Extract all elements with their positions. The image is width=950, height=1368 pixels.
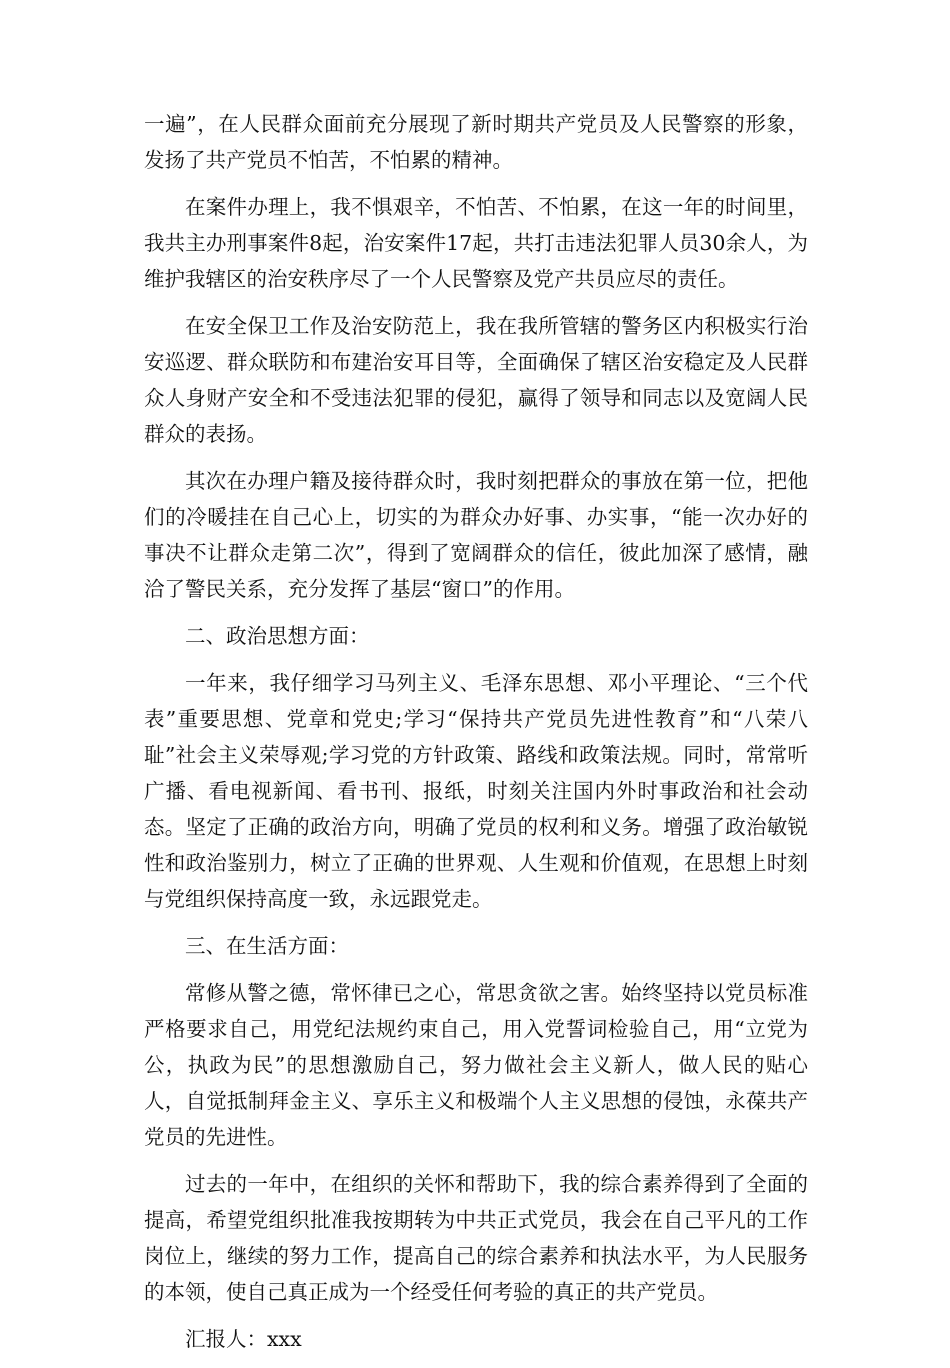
paragraph-life-conduct: 常修从警之德，常怀律已之心，常思贪欲之害。始终坚持以党员标准严格要求自己，用党纪法规约束自己，用入党誓词检验自己，用“立党为公，执政为民”的思想激励自己，努力做社会主义新人，做人民的贴心人，自觉抵制拜金主义、享乐主义和极端个人主义思想的侵蚀，永葆共产党员的先进性。 — [144, 981, 808, 1149]
paragraph-continuation: 一遍”，在人民群众面前充分展现了新时期共产党员及人民警察的形象，发扬了共产党员不怕苦，不怕累的精神。 — [144, 112, 808, 172]
paragraph-household-registration: 其次在办理户籍及接待群众时，我时刻把群众的事放在第一位，把他们的冷暖挂在自己心上，切实的为群众办好事、办实事，“能一次办好的事决不让群众走第二次”，得到了宽阔群众的信任，彼此加深了感情，融洽了警民关系，充分发挥了基层“窗口”的作用。 — [144, 469, 808, 601]
document-body — [144, 106, 808, 1368]
paragraph-political-study: 一年来，我仔细学习马列主义、毛泽东思想、邓小平理论、“三个代表”重要思想、党章和党史;学习“保持共产党员先进性教育”和“八荣八耻”社会主义荣辱观;学习党的方针政策、路线和政策法规。同时，常常听广播、看电视新闻、看书刊、报纸，时刻关注国内外时事政治和社会动态。坚定了正确的政治方向，明确了党员的权利和义务。增强了政治敏锐性和政治鉴别力，树立了正确的世界观、人生观和价值观，在思想上时刻与党组织保持高度一致，永远跟党走。 — [144, 671, 808, 911]
paragraph-security: 在安全保卫工作及治安防范上，我在我所管辖的警务区内积极实行治安巡逻、群众联防和布建治安耳目等，全面确保了辖区治安稳定及人民群众人身财产安全和不受违法犯罪的侵犯，赢得了领导和同志以及宽阔人民群众的表扬。 — [144, 314, 808, 446]
section-heading-life: 三、在生活方面： — [185, 934, 349, 958]
reporter-signature: 汇报人：xxx — [185, 1327, 302, 1351]
section-heading-political: 二、政治思想方面： — [185, 624, 370, 648]
paragraph-case-handling: 在案件办理上，我不惧艰辛，不怕苦、不怕累，在这一年的时间里，我共主办刑事案件8起，治安案件17起，共打击违法犯罪人员30余人，为维护我辖区的治安秩序尽了一个人民警察及党产共员应尽的责任。 — [144, 195, 808, 291]
paragraph-conclusion: 过去的一年中，在组织的关怀和帮助下，我的综合素养得到了全面的提高，希望党组织批准我按期转为中共正式党员，我会在自己平凡的工作岗位上，继续的努力工作，提高自己的综合素养和执法水平，为人民服务的本领，使自己真正成为一个经受任何考验的真正的共产党员。 — [144, 1172, 808, 1304]
